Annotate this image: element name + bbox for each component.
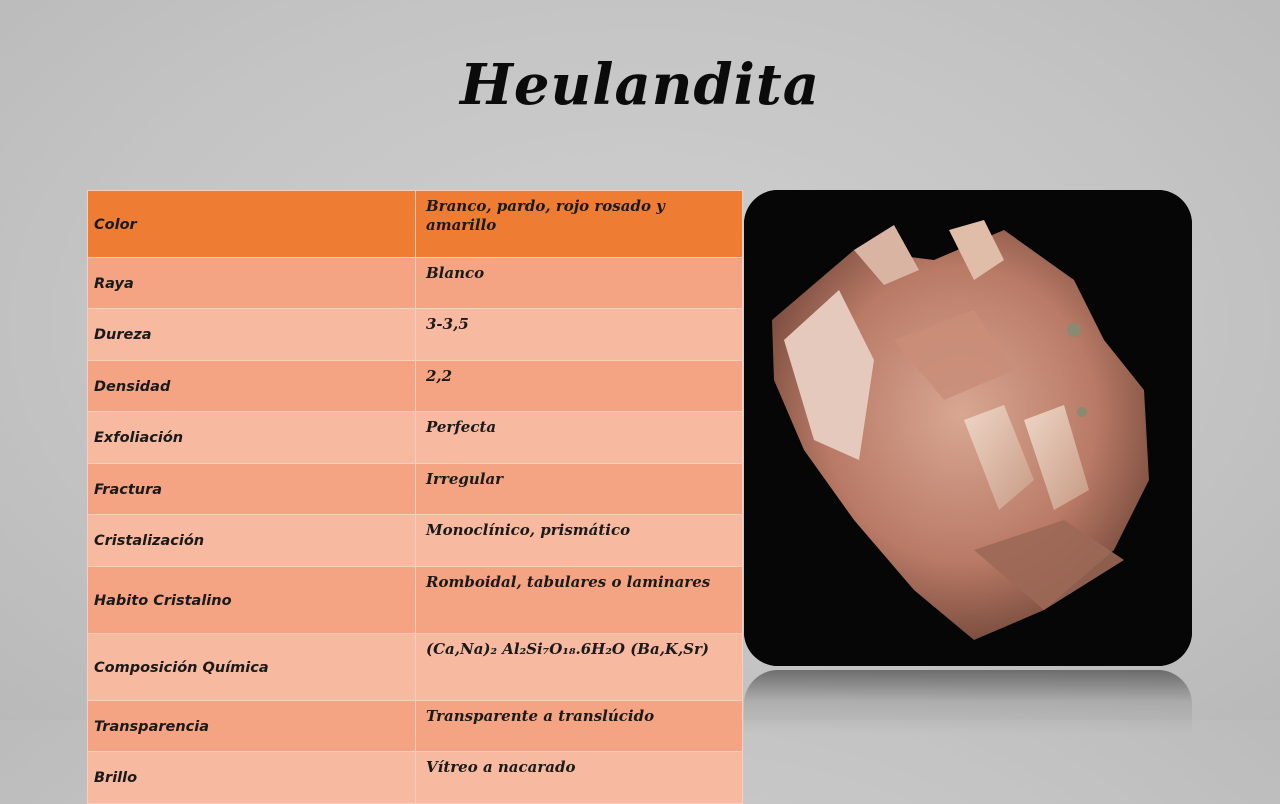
property-value: 2,2 xyxy=(416,361,743,412)
property-label: Composición Química xyxy=(88,634,416,701)
slide-title: Heulandita xyxy=(459,52,821,118)
property-label: Habito Cristalino xyxy=(88,567,416,634)
property-label: Densidad xyxy=(88,361,416,412)
table-row xyxy=(88,701,743,752)
mineral-photo xyxy=(744,190,1192,666)
table-row xyxy=(88,752,743,804)
property-value: Romboidal, tabulares o laminares xyxy=(416,567,743,634)
table-row xyxy=(88,361,743,412)
table-row xyxy=(88,567,743,634)
table-row xyxy=(88,515,743,567)
table-row xyxy=(88,258,743,309)
table-row xyxy=(88,191,743,258)
property-label: Dureza xyxy=(88,309,416,361)
table-row xyxy=(88,464,743,515)
properties-table xyxy=(87,190,743,804)
property-label: Color xyxy=(88,191,416,258)
property-label: Fractura xyxy=(88,464,416,515)
property-label: Cristalización xyxy=(88,515,416,567)
property-value: Branco, pardo, rojo rosado y amarillo xyxy=(416,191,743,258)
property-value: Transparente a translúcido xyxy=(416,701,743,752)
table-row xyxy=(88,309,743,361)
photo-reflection xyxy=(744,670,1192,750)
property-label: Transparencia xyxy=(88,701,416,752)
mineral-crystal-image xyxy=(744,190,1192,666)
property-value: (Ca,Na)₂ Al₂Si₇O₁₈.6H₂O (Ba,K,Sr) xyxy=(416,634,743,701)
table-row xyxy=(88,634,743,701)
property-label: Exfoliación xyxy=(88,412,416,464)
property-label: Raya xyxy=(88,258,416,309)
table-row xyxy=(88,412,743,464)
property-label: Brillo xyxy=(88,752,416,804)
property-value: Perfecta xyxy=(416,412,743,464)
property-value: 3-3,5 xyxy=(416,309,743,361)
property-value: Blanco xyxy=(416,258,743,309)
property-value: Vítreo a nacarado xyxy=(416,752,743,804)
property-value: Monoclínico, prismático xyxy=(416,515,743,567)
property-value: Irregular xyxy=(416,464,743,515)
